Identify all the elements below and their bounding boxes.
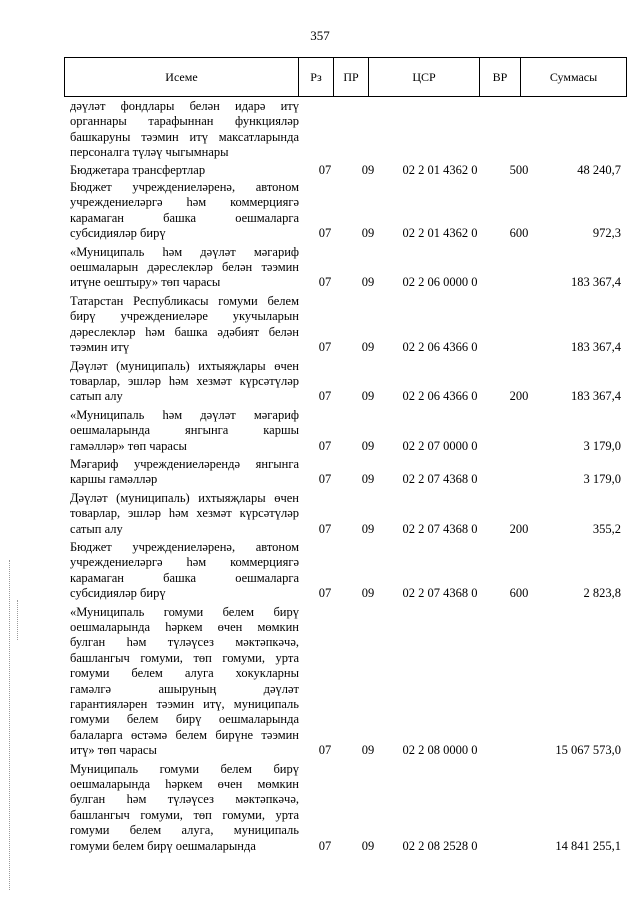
table-row xyxy=(64,540,624,602)
row-csr: 02 2 07 4368 0 xyxy=(402,586,478,601)
table-row xyxy=(64,762,624,854)
row-pr: 09 xyxy=(361,838,375,853)
row-vr: 600 xyxy=(509,586,529,601)
row-csr: 02 2 06 0000 0 xyxy=(402,275,478,290)
row-rz: 07 xyxy=(318,389,332,404)
table-row xyxy=(64,605,624,759)
row-sum: 183 367,4 xyxy=(571,389,621,404)
row-name-line: балаларга өстәмә белем бирүне тәэмин xyxy=(70,727,299,742)
row-rz: 07 xyxy=(318,838,332,853)
row-name-line: оешмаларында һәркем өчен мөмкин xyxy=(70,620,299,634)
table-header xyxy=(64,57,627,97)
row-name xyxy=(64,294,299,356)
row-name xyxy=(64,163,299,178)
row-rz: 07 xyxy=(318,226,332,241)
row-name-line: субсидияләр бирү xyxy=(70,586,166,601)
table-row xyxy=(64,491,624,537)
row-name-line: сатып алу xyxy=(70,521,123,536)
row-csr: 02 2 07 0000 0 xyxy=(402,438,478,453)
row-name-line: гамәлләр» төп чарасы xyxy=(70,438,187,453)
budget-table-body xyxy=(64,96,624,854)
row-csr: 02 2 01 4362 0 xyxy=(402,162,478,177)
row-csr: 02 2 06 4366 0 xyxy=(402,340,478,355)
row-sum: 3 179,0 xyxy=(583,472,621,487)
header-vr: ВР xyxy=(480,58,521,97)
row-name-line: гамәлгә ашыруның дәүләт xyxy=(70,681,299,696)
table-row xyxy=(64,359,624,405)
row-name xyxy=(64,180,299,242)
row-name xyxy=(64,408,299,454)
row-name-line: органнары тарафыннан функцияләр xyxy=(70,114,299,129)
table-row xyxy=(64,163,624,178)
row-vr: 600 xyxy=(509,226,529,241)
row-csr: 02 2 06 4366 0 xyxy=(402,389,478,404)
header-pr: ПР xyxy=(334,58,369,97)
row-name-line: «Муниципаль гомуми белем бирү xyxy=(70,604,299,619)
row-name xyxy=(64,540,299,602)
row-name-line: Мәгариф учреждениеләрендә янгынга xyxy=(70,456,299,471)
scan-margin-marks xyxy=(9,560,10,890)
row-name-line: каршы гамәлләр xyxy=(70,472,158,487)
row-pr: 09 xyxy=(361,340,375,355)
row-name xyxy=(64,491,299,537)
row-name-line: «Муниципаль һәм дәүләт мәгариф xyxy=(70,244,299,259)
row-csr: 02 2 07 4368 0 xyxy=(402,472,478,487)
row-name-line: «Муниципаль һәм дәүләт мәгариф xyxy=(70,407,299,422)
row-csr: 02 2 01 4362 0 xyxy=(402,226,478,241)
row-name-line: карамаган башка оешмаларга xyxy=(70,570,299,585)
row-pr: 09 xyxy=(361,275,375,290)
row-name-line: башлангыч гомуми, төп гомуми, урта xyxy=(70,650,299,665)
row-name-line: башлангыч гомуми, төп гомуми, урта xyxy=(70,807,299,822)
row-pr: 09 xyxy=(361,389,375,404)
row-pr: 09 xyxy=(361,586,375,601)
row-sum: 2 823,8 xyxy=(583,586,621,601)
table-row xyxy=(64,99,624,161)
row-pr: 09 xyxy=(361,438,375,453)
row-name-line: Бюджетара трансфертлар xyxy=(70,162,206,177)
row-name xyxy=(64,99,299,161)
row-sum: 15 067 573,0 xyxy=(555,743,621,758)
row-rz: 07 xyxy=(318,275,332,290)
row-name-line: булган һәм түләүсез мәктәпкәчә, xyxy=(70,792,299,807)
row-sum: 3 179,0 xyxy=(583,438,621,453)
table-row xyxy=(64,408,624,454)
row-name-line: оешмаларын дәреслекләр белән тәэмин xyxy=(70,260,299,275)
row-pr: 09 xyxy=(361,162,375,177)
row-sum: 972,3 xyxy=(592,226,621,241)
table-row xyxy=(64,294,624,356)
row-vr: 200 xyxy=(509,521,529,536)
row-pr: 09 xyxy=(361,743,375,758)
row-name-line: оешмаларында янгынга каршы xyxy=(70,423,299,438)
row-name xyxy=(64,457,299,488)
row-name-line: дәреслекләр һәм башка әдәбият белән xyxy=(70,324,299,339)
row-name-line: оешмаларында һәркем өчен мөмкин xyxy=(70,777,299,792)
row-name-line: итү» төп чарасы xyxy=(70,743,157,758)
row-name xyxy=(64,359,299,405)
row-csr: 02 2 08 0000 0 xyxy=(402,743,478,758)
page-number: 357 xyxy=(310,28,330,43)
header-name: Исеме xyxy=(65,58,299,97)
row-name-line: Бюджет учреждениеләренә, автоном xyxy=(70,180,299,195)
row-name-line: Бюджет учреждениеләренә, автоном xyxy=(70,539,299,554)
row-name-line: булган һәм түләүсез мәктәпкәчә, xyxy=(70,635,299,650)
row-name xyxy=(64,605,299,759)
row-sum: 14 841 255,1 xyxy=(555,838,621,853)
row-name-line: башкаруны тәэмин итү максатларында xyxy=(70,129,299,144)
row-rz: 07 xyxy=(318,438,332,453)
row-rz: 07 xyxy=(318,340,332,355)
table-row xyxy=(64,180,624,242)
row-name-line: гомуми белем бирү оешмаларында xyxy=(70,712,299,727)
row-name-line: гарантияләрен тәэмин итү, муниципаль xyxy=(70,697,299,712)
row-name-line: карамаган башка оешмаларга xyxy=(70,210,299,225)
row-csr: 02 2 08 2528 0 xyxy=(402,838,478,853)
header-rz: Рз xyxy=(299,58,334,97)
row-rz: 07 xyxy=(318,472,332,487)
row-name-line: дәүләт фондлары белән идарә итү xyxy=(70,99,299,113)
row-name xyxy=(64,762,299,854)
row-rz: 07 xyxy=(318,586,332,601)
row-csr: 02 2 07 4368 0 xyxy=(402,521,478,536)
row-name-line: сатып алу xyxy=(70,389,123,404)
row-vr: 200 xyxy=(509,389,529,404)
header-csr: ЦСР xyxy=(369,58,480,97)
row-sum: 183 367,4 xyxy=(571,340,621,355)
row-name-line: товарлар, эшләр һәм хезмәт күрсәтүләр xyxy=(70,373,299,388)
row-rz: 07 xyxy=(318,521,332,536)
row-name-line: персоналга түләү чыгымнары xyxy=(70,145,229,160)
row-sum: 183 367,4 xyxy=(571,275,621,290)
row-name-line: учреждениеләргә һәм коммерциягә xyxy=(70,195,299,210)
table-row xyxy=(64,245,624,291)
row-name-line: Дәүләт (муниципаль) ихтыяҗлары өчен xyxy=(70,490,299,505)
header-sum: Суммасы xyxy=(521,58,627,97)
row-name-line: гомуми белем алуга, муниципаль xyxy=(70,823,299,838)
row-sum: 48 240,7 xyxy=(577,162,621,177)
table-row xyxy=(64,457,624,488)
row-name-line: итүне оештыру» төп чарасы xyxy=(70,275,221,290)
row-pr: 09 xyxy=(361,472,375,487)
row-sum: 355,2 xyxy=(592,521,621,536)
scan-margin-marks xyxy=(17,600,18,640)
row-name-line: гомуми белем алуга хокукларны xyxy=(70,666,299,681)
row-name-line: субсидияләр бирү xyxy=(70,226,166,241)
row-pr: 09 xyxy=(361,521,375,536)
row-name-line: Муниципаль гомуми белем бирү xyxy=(70,761,299,776)
row-name-line: тәэмин итү xyxy=(70,340,130,355)
row-name-line: Дәүләт (муниципаль) ихтыяҗлары өчен xyxy=(70,358,299,373)
row-pr: 09 xyxy=(361,226,375,241)
row-name-line: товарлар, эшләр һәм хезмәт күрсәтүләр xyxy=(70,506,299,521)
row-vr: 500 xyxy=(509,162,529,177)
row-name-line: бирү учреждениеләре укучыларын xyxy=(70,309,299,324)
row-name-line: учреждениеләргә һәм коммерциягә xyxy=(70,555,299,570)
row-name xyxy=(64,245,299,291)
row-name-line: гомуми белем бирү оешмаларында xyxy=(70,838,256,853)
row-name-line: Татарстан Республикасы гомуми белем xyxy=(70,293,299,308)
row-rz: 07 xyxy=(318,162,332,177)
row-rz: 07 xyxy=(318,743,332,758)
